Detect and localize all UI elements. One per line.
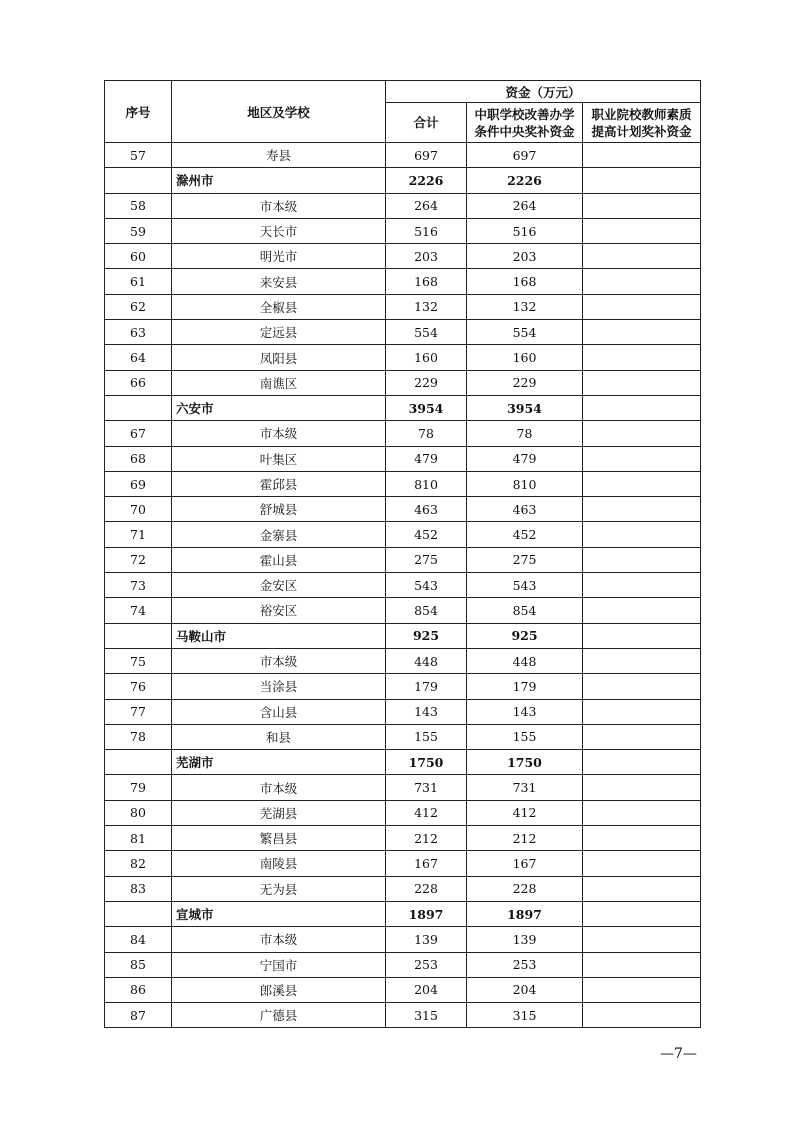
cell-central: 810 bbox=[467, 471, 583, 496]
cell-central: 543 bbox=[467, 573, 583, 598]
cell-central: 925 bbox=[467, 623, 583, 648]
cell-name: 霍山县 bbox=[172, 547, 386, 572]
cell-name: 市本级 bbox=[172, 421, 386, 446]
cell-seq: 74 bbox=[105, 598, 172, 623]
cell-teacher bbox=[583, 598, 701, 623]
cell-seq: 61 bbox=[105, 269, 172, 294]
cell-teacher bbox=[583, 547, 701, 572]
cell-total: 543 bbox=[386, 573, 467, 598]
cell-name: 宣城市 bbox=[172, 901, 386, 926]
cell-central: 3954 bbox=[467, 395, 583, 420]
cell-central: 139 bbox=[467, 927, 583, 952]
cell-total: 204 bbox=[386, 977, 467, 1002]
cell-total: 925 bbox=[386, 623, 467, 648]
cell-seq: 82 bbox=[105, 851, 172, 876]
table-row bbox=[105, 674, 701, 699]
cell-total: 452 bbox=[386, 522, 467, 547]
cell-name: 无为县 bbox=[172, 876, 386, 901]
cell-total: 78 bbox=[386, 421, 467, 446]
cell-total: 253 bbox=[386, 952, 467, 977]
cell-central: 160 bbox=[467, 345, 583, 370]
cell-teacher bbox=[583, 623, 701, 648]
cell-total: 516 bbox=[386, 218, 467, 243]
cell-name: 舒城县 bbox=[172, 497, 386, 522]
funding-table bbox=[104, 80, 701, 1028]
cell-teacher bbox=[583, 1003, 701, 1028]
cell-total: 3954 bbox=[386, 395, 467, 420]
cell-central: 554 bbox=[467, 320, 583, 345]
cell-seq: 64 bbox=[105, 345, 172, 370]
cell-name: 金寨县 bbox=[172, 522, 386, 547]
cell-seq: 68 bbox=[105, 446, 172, 471]
cell-total: 212 bbox=[386, 826, 467, 851]
city-row bbox=[105, 623, 701, 648]
cell-seq: 70 bbox=[105, 497, 172, 522]
cell-seq bbox=[105, 623, 172, 648]
cell-seq: 85 bbox=[105, 952, 172, 977]
cell-name: 南陵县 bbox=[172, 851, 386, 876]
cell-total: 229 bbox=[386, 370, 467, 395]
cell-seq: 81 bbox=[105, 826, 172, 851]
header-total: 合计 bbox=[386, 103, 467, 143]
cell-name: 叶集区 bbox=[172, 446, 386, 471]
cell-name: 芜湖县 bbox=[172, 800, 386, 825]
cell-total: 264 bbox=[386, 193, 467, 218]
cell-central: 1750 bbox=[467, 750, 583, 775]
cell-central: 78 bbox=[467, 421, 583, 446]
cell-total: 315 bbox=[386, 1003, 467, 1028]
cell-total: 554 bbox=[386, 320, 467, 345]
cell-seq: 75 bbox=[105, 648, 172, 673]
cell-central: 452 bbox=[467, 522, 583, 547]
cell-seq: 80 bbox=[105, 800, 172, 825]
table-body bbox=[105, 143, 701, 1028]
cell-seq: 67 bbox=[105, 421, 172, 446]
cell-total: 143 bbox=[386, 699, 467, 724]
cell-teacher bbox=[583, 927, 701, 952]
cell-total: 2226 bbox=[386, 168, 467, 193]
table-row bbox=[105, 826, 701, 851]
cell-central: 2226 bbox=[467, 168, 583, 193]
cell-teacher bbox=[583, 851, 701, 876]
city-row bbox=[105, 395, 701, 420]
cell-central: 275 bbox=[467, 547, 583, 572]
cell-total: 167 bbox=[386, 851, 467, 876]
cell-seq: 58 bbox=[105, 193, 172, 218]
table-row bbox=[105, 724, 701, 749]
cell-name: 裕安区 bbox=[172, 598, 386, 623]
cell-central: 412 bbox=[467, 800, 583, 825]
cell-name: 南谯区 bbox=[172, 370, 386, 395]
table-row bbox=[105, 699, 701, 724]
cell-seq: 59 bbox=[105, 218, 172, 243]
cell-name: 来安县 bbox=[172, 269, 386, 294]
cell-seq: 66 bbox=[105, 370, 172, 395]
cell-seq: 83 bbox=[105, 876, 172, 901]
cell-total: 1750 bbox=[386, 750, 467, 775]
cell-seq: 63 bbox=[105, 320, 172, 345]
cell-seq: 69 bbox=[105, 471, 172, 496]
cell-name: 市本级 bbox=[172, 193, 386, 218]
cell-name: 市本级 bbox=[172, 775, 386, 800]
header-seq: 序号 bbox=[105, 81, 172, 143]
cell-teacher bbox=[583, 143, 701, 168]
cell-teacher bbox=[583, 648, 701, 673]
cell-name: 含山县 bbox=[172, 699, 386, 724]
cell-name: 和县 bbox=[172, 724, 386, 749]
cell-central: 264 bbox=[467, 193, 583, 218]
cell-name: 霍邱县 bbox=[172, 471, 386, 496]
cell-teacher bbox=[583, 244, 701, 269]
header-teacher-line1: 职业院校教师素质 bbox=[591, 106, 692, 122]
cell-total: 463 bbox=[386, 497, 467, 522]
cell-seq: 57 bbox=[105, 143, 172, 168]
header-central-line2: 条件中央奖补资金 bbox=[474, 123, 575, 139]
cell-name: 定远县 bbox=[172, 320, 386, 345]
cell-total: 275 bbox=[386, 547, 467, 572]
table-row bbox=[105, 218, 701, 243]
cell-central: 155 bbox=[467, 724, 583, 749]
cell-name: 马鞍山市 bbox=[172, 623, 386, 648]
cell-central: 229 bbox=[467, 370, 583, 395]
cell-central: 731 bbox=[467, 775, 583, 800]
table-row bbox=[105, 471, 701, 496]
cell-seq: 76 bbox=[105, 674, 172, 699]
cell-total: 810 bbox=[386, 471, 467, 496]
cell-seq: 86 bbox=[105, 977, 172, 1002]
cell-teacher bbox=[583, 269, 701, 294]
table-row bbox=[105, 1003, 701, 1028]
table-row bbox=[105, 320, 701, 345]
cell-teacher bbox=[583, 800, 701, 825]
cell-central: 697 bbox=[467, 143, 583, 168]
cell-total: 139 bbox=[386, 927, 467, 952]
table-row bbox=[105, 648, 701, 673]
cell-teacher bbox=[583, 421, 701, 446]
cell-total: 479 bbox=[386, 446, 467, 471]
cell-central: 463 bbox=[467, 497, 583, 522]
table-row bbox=[105, 547, 701, 572]
cell-teacher bbox=[583, 826, 701, 851]
city-row bbox=[105, 168, 701, 193]
cell-seq bbox=[105, 395, 172, 420]
table-row bbox=[105, 421, 701, 446]
cell-central: 204 bbox=[467, 977, 583, 1002]
cell-seq: 77 bbox=[105, 699, 172, 724]
cell-name: 六安市 bbox=[172, 395, 386, 420]
cell-total: 1897 bbox=[386, 901, 467, 926]
table-row bbox=[105, 851, 701, 876]
table-row bbox=[105, 927, 701, 952]
cell-seq: 72 bbox=[105, 547, 172, 572]
table-row bbox=[105, 573, 701, 598]
cell-name: 宁国市 bbox=[172, 952, 386, 977]
cell-seq: 71 bbox=[105, 522, 172, 547]
cell-teacher bbox=[583, 977, 701, 1002]
cell-seq: 78 bbox=[105, 724, 172, 749]
cell-teacher bbox=[583, 901, 701, 926]
city-row bbox=[105, 750, 701, 775]
cell-teacher bbox=[583, 320, 701, 345]
table-row bbox=[105, 345, 701, 370]
cell-name: 当涂县 bbox=[172, 674, 386, 699]
cell-central: 132 bbox=[467, 294, 583, 319]
cell-teacher bbox=[583, 775, 701, 800]
cell-central: 167 bbox=[467, 851, 583, 876]
cell-total: 228 bbox=[386, 876, 467, 901]
cell-seq: 62 bbox=[105, 294, 172, 319]
cell-teacher bbox=[583, 471, 701, 496]
cell-total: 697 bbox=[386, 143, 467, 168]
header-region: 地区及学校 bbox=[172, 81, 386, 143]
cell-teacher bbox=[583, 674, 701, 699]
table-row bbox=[105, 193, 701, 218]
header-funds: 资金（万元） bbox=[386, 81, 701, 103]
cell-name: 繁昌县 bbox=[172, 826, 386, 851]
cell-seq: 73 bbox=[105, 573, 172, 598]
cell-teacher bbox=[583, 294, 701, 319]
cell-central: 203 bbox=[467, 244, 583, 269]
cell-total: 132 bbox=[386, 294, 467, 319]
cell-teacher bbox=[583, 395, 701, 420]
cell-name: 明光市 bbox=[172, 244, 386, 269]
cell-teacher bbox=[583, 218, 701, 243]
cell-teacher bbox=[583, 497, 701, 522]
table-row bbox=[105, 952, 701, 977]
table-row bbox=[105, 775, 701, 800]
cell-name: 市本级 bbox=[172, 648, 386, 673]
header-teacher-fund bbox=[583, 103, 701, 143]
cell-total: 179 bbox=[386, 674, 467, 699]
cell-teacher bbox=[583, 724, 701, 749]
cell-teacher bbox=[583, 345, 701, 370]
cell-central: 516 bbox=[467, 218, 583, 243]
cell-name: 凤阳县 bbox=[172, 345, 386, 370]
cell-central: 315 bbox=[467, 1003, 583, 1028]
cell-total: 412 bbox=[386, 800, 467, 825]
cell-teacher bbox=[583, 193, 701, 218]
table-row bbox=[105, 244, 701, 269]
page-number: —7— bbox=[660, 1046, 697, 1062]
header-central-fund bbox=[467, 103, 583, 143]
cell-teacher bbox=[583, 876, 701, 901]
city-row bbox=[105, 901, 701, 926]
cell-seq bbox=[105, 901, 172, 926]
cell-name: 寿县 bbox=[172, 143, 386, 168]
cell-seq bbox=[105, 168, 172, 193]
table-row bbox=[105, 876, 701, 901]
cell-name: 全椒县 bbox=[172, 294, 386, 319]
table-row bbox=[105, 522, 701, 547]
cell-total: 155 bbox=[386, 724, 467, 749]
cell-name: 市本级 bbox=[172, 927, 386, 952]
table-row bbox=[105, 294, 701, 319]
cell-central: 168 bbox=[467, 269, 583, 294]
cell-name: 金安区 bbox=[172, 573, 386, 598]
cell-name: 滁州市 bbox=[172, 168, 386, 193]
cell-teacher bbox=[583, 168, 701, 193]
table-row bbox=[105, 598, 701, 623]
header-central-line1: 中职学校改善办学 bbox=[474, 106, 575, 122]
table-row bbox=[105, 143, 701, 168]
cell-seq: 84 bbox=[105, 927, 172, 952]
cell-teacher bbox=[583, 699, 701, 724]
cell-seq: 79 bbox=[105, 775, 172, 800]
cell-name: 天长市 bbox=[172, 218, 386, 243]
cell-total: 448 bbox=[386, 648, 467, 673]
cell-seq bbox=[105, 750, 172, 775]
cell-central: 212 bbox=[467, 826, 583, 851]
cell-central: 448 bbox=[467, 648, 583, 673]
cell-total: 168 bbox=[386, 269, 467, 294]
cell-central: 143 bbox=[467, 699, 583, 724]
cell-teacher bbox=[583, 750, 701, 775]
cell-teacher bbox=[583, 370, 701, 395]
cell-total: 203 bbox=[386, 244, 467, 269]
cell-central: 253 bbox=[467, 952, 583, 977]
header-teacher-line2: 提高计划奖补资金 bbox=[591, 123, 692, 139]
cell-teacher bbox=[583, 573, 701, 598]
cell-total: 731 bbox=[386, 775, 467, 800]
table-row bbox=[105, 977, 701, 1002]
cell-teacher bbox=[583, 522, 701, 547]
table-row bbox=[105, 497, 701, 522]
cell-central: 179 bbox=[467, 674, 583, 699]
table-row bbox=[105, 370, 701, 395]
cell-total: 854 bbox=[386, 598, 467, 623]
cell-seq: 87 bbox=[105, 1003, 172, 1028]
cell-seq: 60 bbox=[105, 244, 172, 269]
cell-central: 228 bbox=[467, 876, 583, 901]
cell-total: 160 bbox=[386, 345, 467, 370]
cell-teacher bbox=[583, 446, 701, 471]
cell-teacher bbox=[583, 952, 701, 977]
cell-name: 芜湖市 bbox=[172, 750, 386, 775]
table-row bbox=[105, 446, 701, 471]
cell-central: 479 bbox=[467, 446, 583, 471]
cell-name: 广德县 bbox=[172, 1003, 386, 1028]
table-row bbox=[105, 269, 701, 294]
table-row bbox=[105, 800, 701, 825]
cell-central: 1897 bbox=[467, 901, 583, 926]
cell-name: 郎溪县 bbox=[172, 977, 386, 1002]
cell-central: 854 bbox=[467, 598, 583, 623]
